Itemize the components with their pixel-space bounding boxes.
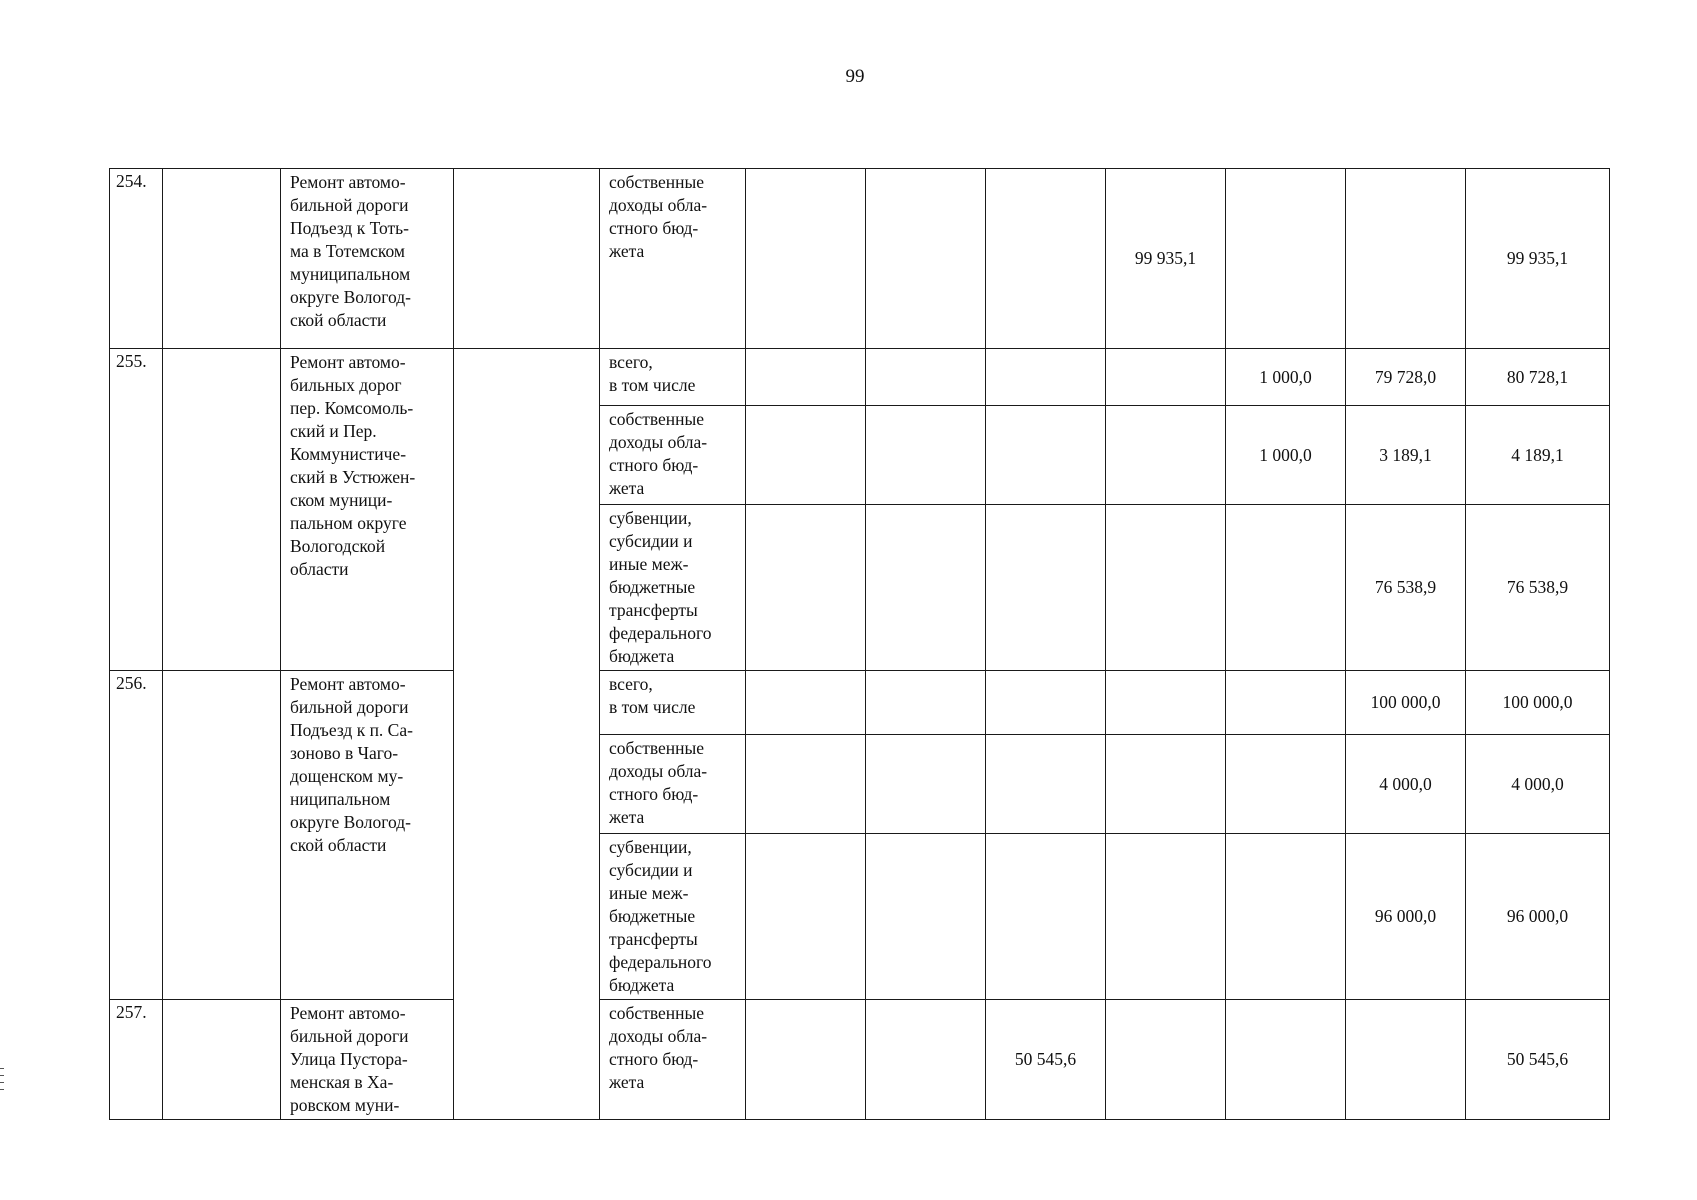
year-value: [1226, 169, 1346, 349]
year-value: [746, 169, 866, 349]
object-name: Ремонт автомо- бильных дорог пер. Комсомоль- ский и Пер. Коммунистиче- ский в Устюжен- ском муници- пальном округе Вологодской области: [281, 349, 454, 671]
total-value: 99 935,1: [1466, 169, 1610, 349]
page-number: 99: [845, 66, 865, 87]
total-value: 4 189,1: [1466, 406, 1610, 505]
funding-source: собственные доходы обла- стного бюд- жета: [600, 735, 746, 834]
budget-table: [109, 168, 1610, 1120]
year-value: [1106, 505, 1226, 671]
executor-cell: [454, 169, 600, 349]
year-value: [1346, 1000, 1466, 1120]
row-index: 254.: [110, 169, 163, 349]
year-value: 96 000,0: [1346, 834, 1466, 1000]
code-cell: [163, 671, 281, 1000]
year-value: [1106, 406, 1226, 505]
year-value: [986, 505, 1106, 671]
year-value: 99 935,1: [1106, 169, 1226, 349]
year-value: [746, 735, 866, 834]
year-value: [1226, 505, 1346, 671]
year-value: [866, 169, 986, 349]
year-value: [746, 671, 866, 735]
code-cell: [163, 349, 281, 671]
year-value: [866, 671, 986, 735]
funding-source: всего, в том числе: [600, 349, 746, 406]
table-row: [110, 349, 1610, 406]
year-value: [1226, 735, 1346, 834]
year-value: [1346, 169, 1466, 349]
year-value: 4 000,0: [1346, 735, 1466, 834]
year-value: [746, 349, 866, 406]
year-value: 3 189,1: [1346, 406, 1466, 505]
funding-source: всего, в том числе: [600, 671, 746, 735]
code-cell: [163, 1000, 281, 1120]
year-value: 1 000,0: [1226, 349, 1346, 406]
year-value: 50 545,6: [986, 1000, 1106, 1120]
year-value: [1106, 1000, 1226, 1120]
total-value: 76 538,9: [1466, 505, 1610, 671]
year-value: [866, 505, 986, 671]
year-value: [746, 505, 866, 671]
executor-cell: [454, 349, 600, 1120]
row-index: 257.: [110, 1000, 163, 1120]
total-value: 4 000,0: [1466, 735, 1610, 834]
year-value: [986, 735, 1106, 834]
funding-source: собственные доходы обла- стного бюд- жета: [600, 1000, 746, 1120]
total-value: 80 728,1: [1466, 349, 1610, 406]
year-value: [986, 349, 1106, 406]
funding-source: субвенции, субсидии и иные меж- бюджетные трансферты федерального бюджета: [600, 505, 746, 671]
year-value: [746, 1000, 866, 1120]
year-value: 76 538,9: [1346, 505, 1466, 671]
year-value: 1 000,0: [1226, 406, 1346, 505]
funding-source: собственные доходы обла- стного бюд- жета: [600, 406, 746, 505]
row-index: 255.: [110, 349, 163, 671]
funding-source: субвенции, субсидии и иные меж- бюджетные трансферты федерального бюджета: [600, 834, 746, 1000]
object-name: Ремонт автомо- бильной дороги Подъезд к Тоть- ма в Тотемском муниципальном округе Вологод- ской области: [281, 169, 454, 349]
year-value: [1106, 349, 1226, 406]
year-value: [866, 349, 986, 406]
table-row: [110, 671, 1610, 735]
row-index: 256.: [110, 671, 163, 1000]
year-value: [1106, 671, 1226, 735]
year-value: [866, 735, 986, 834]
year-value: [986, 169, 1106, 349]
object-name: Ремонт автомо- бильной дороги Подъезд к п. Са- зоново в Чаго- дощенском му- ниципальном округе Вологод- ской области: [281, 671, 454, 1000]
year-value: [1226, 1000, 1346, 1120]
object-name: Ремонт автомо- бильной дороги Улица Пустора- менская в Ха- ровском муни-: [281, 1000, 454, 1120]
year-value: [1106, 834, 1226, 1000]
year-value: [866, 1000, 986, 1120]
total-value: 50 545,6: [1466, 1000, 1610, 1120]
year-value: [986, 834, 1106, 1000]
year-value: [866, 406, 986, 505]
year-value: [986, 671, 1106, 735]
year-value: [746, 834, 866, 1000]
code-cell: [163, 169, 281, 349]
year-value: [1106, 735, 1226, 834]
year-value: 79 728,0: [1346, 349, 1466, 406]
table-body: [110, 169, 1610, 1120]
scan-margin-marks: [0, 1068, 4, 1096]
year-value: [1226, 671, 1346, 735]
year-value: [986, 406, 1106, 505]
year-value: [746, 406, 866, 505]
year-value: 100 000,0: [1346, 671, 1466, 735]
table-row: [110, 169, 1610, 349]
year-value: [866, 834, 986, 1000]
total-value: 100 000,0: [1466, 671, 1610, 735]
year-value: [1226, 834, 1346, 1000]
table-row: [110, 1000, 1610, 1120]
funding-source: собственные доходы обла- стного бюд- жета: [600, 169, 746, 349]
total-value: 96 000,0: [1466, 834, 1610, 1000]
